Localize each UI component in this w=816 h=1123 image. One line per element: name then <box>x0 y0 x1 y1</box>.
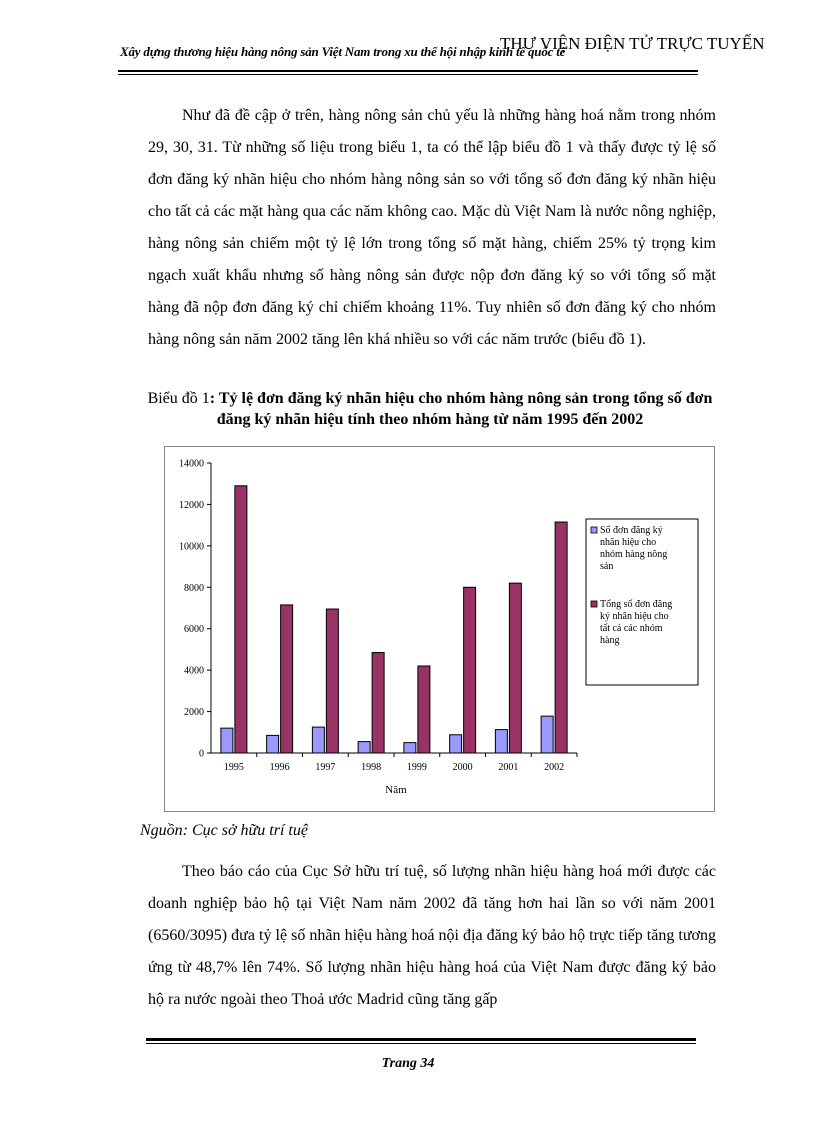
y-tick-label: 2000 <box>184 707 204 719</box>
bar-chart <box>164 446 715 812</box>
source-note: Nguồn: Cục sở hữu trí tuệ <box>140 822 308 839</box>
bar-total-1996 <box>281 605 293 753</box>
footer-rule <box>146 1038 696 1041</box>
bar-agri-1996 <box>267 735 279 753</box>
x-tick-label: 1999 <box>406 762 427 773</box>
y-tick-label: 14000 <box>179 458 204 470</box>
bar-total-2002 <box>555 522 567 753</box>
y-tick-label: 0 <box>199 748 204 760</box>
body-paragraph-1: Như đã đề cập ở trên, hàng nông sản chủ yếu là những hàng hoá nằm trong nhóm 29, 30, 31. Từ những số liệu trong biểu 1, ta có thể lập biểu đồ 1 và thấy được tỷ lệ số đơn đăng ký nhãn hiệu cho nhóm hàng nông sản so với tổng số đơn đăng ký nhãn hiệu cho tất cả các mặt hàng qua các năm không cao. Mặc dù Việt Nam là nước nông nghiệp, hàng nông sản chiếm một tỷ lệ lớn trong tổng số mặt hàng, chiếm 25% tỷ trọng kim ngạch xuất khẩu nhưng số hàng nông sản được nộp đơn đăng ký so với tổng số mặt hàng đã nộp đơn đăng ký chỉ chiếm khoảng 11%. Tuy nhiên số đơn đăng ký cho nhóm hàng nông sản năm 2002 tăng lên khá nhiều so với các năm trước (biểu đồ 1). <box>148 107 716 348</box>
bar-agri-2001 <box>495 730 507 753</box>
body-paragraph-2: Theo báo cáo của Cục Sở hữu trí tuệ, số lượng nhãn hiệu hàng hoá mới được các doanh nghiệp bảo hộ tại Việt Nam năm 2002 đã tăng hơn hai lần so với năm 2001 (6560/3095) đưa tỷ lệ số nhãn hiệu hàng hoá nội địa đăng ký bảo hộ trực tiếp tăng tương ứng từ 48,7% lên 74%. Số lượng nhãn hiệu hàng hoá của Việt Nam được đăng ký bảo hộ ra nước ngoài theo Thoả ước Madrid cũng tăng gấp <box>148 863 716 1008</box>
bar-chart-canvas <box>165 447 716 813</box>
library-watermark: THƯ VIỆN ĐIỆN TỬ TRỰC TUYẾN <box>500 34 765 53</box>
bar-total-1997 <box>326 609 338 753</box>
y-tick-label: 4000 <box>184 665 204 677</box>
bar-total-1999 <box>418 666 430 753</box>
header-rule <box>118 70 698 72</box>
bar-agri-1999 <box>404 743 416 753</box>
legend-swatch-total <box>591 601 597 607</box>
bar-agri-1997 <box>312 727 324 753</box>
page-number: Trang 34 <box>381 1056 435 1071</box>
bar-total-1995 <box>235 486 247 753</box>
x-axis-label: Năm <box>385 784 407 796</box>
bar-agri-1995 <box>221 728 233 753</box>
y-tick-label: 10000 <box>179 541 204 553</box>
bar-agri-1998 <box>358 742 370 753</box>
bar-total-1998 <box>372 653 384 753</box>
chart-caption-title: : Tỷ lệ đơn đăng ký nhãn hiệu cho nhóm hàng nông sản trong tổng số đơn đăng ký nhãn hiệu tính theo nhóm hàng từ năm 1995 đến 2002 <box>209 390 713 428</box>
chart-caption <box>140 388 720 430</box>
x-tick-label: 1995 <box>223 762 244 773</box>
running-header-title: Xây dựng thương hiệu hàng nông sản Việt Nam trong xu thế hội nhập kinh tế quốc tế <box>120 44 566 59</box>
y-tick-label: 8000 <box>184 582 204 594</box>
header-rule-thin <box>118 74 698 75</box>
x-tick-label: 1996 <box>269 762 290 773</box>
chart-caption-prefix: Biểu đồ 1 <box>147 390 210 407</box>
y-tick-label: 6000 <box>184 624 204 636</box>
bar-agri-2000 <box>450 735 462 753</box>
legend-label-agri: Số đơn đăng ký nhãn hiệu cho nhóm hàng nông sản <box>600 525 668 572</box>
x-tick-label: 1997 <box>315 762 336 773</box>
x-tick-label: 2000 <box>452 762 473 773</box>
x-tick-label: 1998 <box>361 762 382 773</box>
bar-total-2001 <box>509 583 521 753</box>
legend-swatch-agri <box>591 527 597 533</box>
x-tick-label: 2001 <box>498 762 519 773</box>
x-tick-label: 2002 <box>544 762 565 773</box>
bar-total-2000 <box>464 587 476 753</box>
y-tick-label: 12000 <box>179 499 204 511</box>
legend-label-total: Tổng số đơn đăng ký nhãn hiệu cho tất cả các nhóm hàng <box>600 599 673 646</box>
bar-agri-2002 <box>541 716 553 753</box>
footer-rule-thin <box>146 1043 696 1044</box>
